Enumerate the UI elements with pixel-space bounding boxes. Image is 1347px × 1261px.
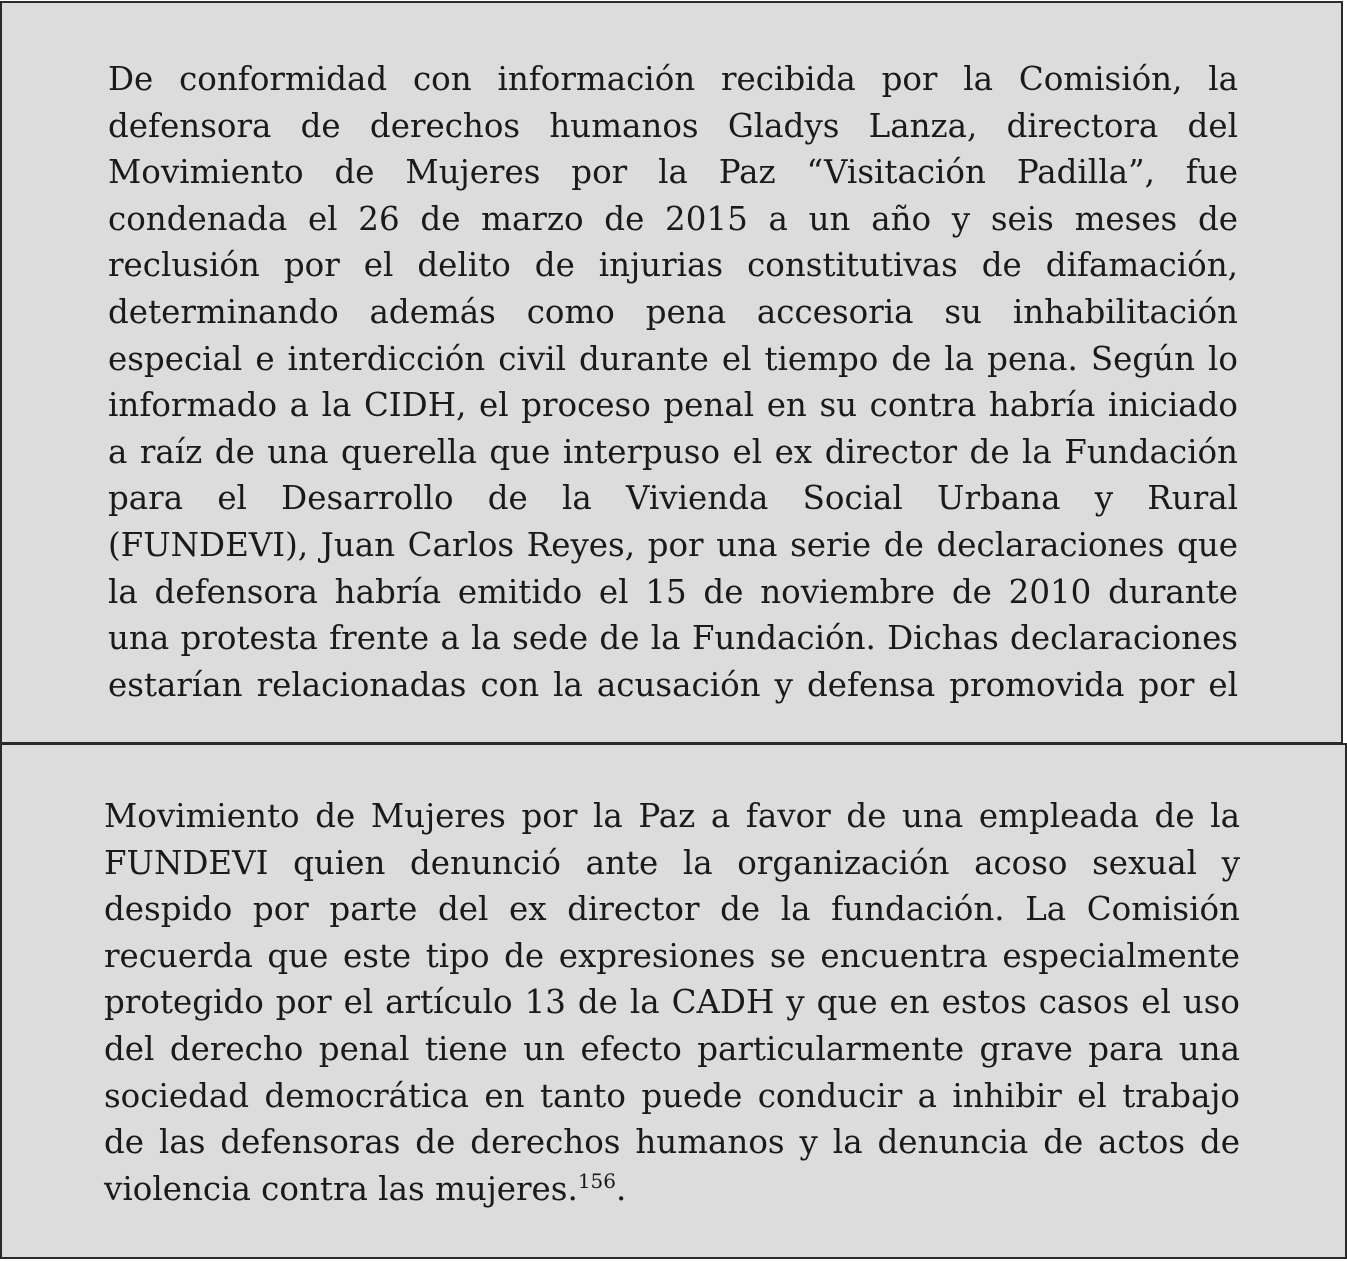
text-line: del derecho penal tiene un efecto particularmente grave para una xyxy=(104,1029,1240,1068)
text-panel-bottom xyxy=(0,743,1347,1259)
text-line: estarían relacionadas con la acusación y defensa promovida por el xyxy=(108,665,1238,704)
footnote-reference[interactable]: 156 xyxy=(577,1168,616,1193)
text-line: reclusión por el delito de injurias constitutivas de difamación, xyxy=(108,246,1238,285)
paragraph-top xyxy=(108,56,1238,708)
text-line: determinando además como pena accesoria su inhabilitación xyxy=(108,292,1238,331)
text-line: De conformidad con información recibida por la Comisión, la xyxy=(108,60,1238,98)
text-line: especial e interdicción civil durante el tiempo de la pena. Según lo xyxy=(108,339,1238,378)
text-line-last xyxy=(104,1166,1240,1213)
text-line: condenada el 26 de marzo de 2015 a un año y seis meses de xyxy=(108,199,1238,238)
text-panel-top xyxy=(0,1,1343,744)
text-line: informado a la CIDH, el proceso penal en su contra habría iniciado xyxy=(108,386,1238,425)
text-line: defensora de derechos humanos Gladys Lanza, directora del xyxy=(108,106,1238,145)
text-line: FUNDEVI quien denunció ante la organización acoso sexual y xyxy=(104,843,1240,882)
text-line: (FUNDEVI), Juan Carlos Reyes, por una serie de declaraciones que xyxy=(108,525,1238,564)
text-line: Movimiento de Mujeres por la Paz a favor de una empleada de la xyxy=(104,797,1240,835)
closing-period: . xyxy=(616,1169,627,1208)
text-line: sociedad democrática en tanto puede conducir a inhibir el trabajo xyxy=(104,1076,1240,1115)
last-line-text: violencia contra las mujeres. xyxy=(104,1169,578,1208)
paragraph-bottom xyxy=(104,793,1240,1212)
text-line: Movimiento de Mujeres por la Paz “Visitación Padilla”, fue xyxy=(108,153,1238,192)
text-line: a raíz de una querella que interpuso el ex director de la Fundación xyxy=(108,432,1238,471)
text-line: de las defensoras de derechos humanos y la denuncia de actos de xyxy=(104,1123,1240,1162)
text-line: despido por parte del ex director de la fundación. La Comisión xyxy=(104,890,1240,929)
text-line: para el Desarrollo de la Vivienda Social Urbana y Rural xyxy=(108,479,1238,518)
text-line: protegido por el artículo 13 de la CADH y que en estos casos el uso xyxy=(104,983,1240,1022)
text-line: recuerda que este tipo de expresiones se encuentra especialmente xyxy=(104,936,1240,975)
text-line: la defensora habría emitido el 15 de noviembre de 2010 durante xyxy=(108,572,1238,611)
text-line: una protesta frente a la sede de la Fundación. Dichas declaraciones xyxy=(108,619,1238,658)
